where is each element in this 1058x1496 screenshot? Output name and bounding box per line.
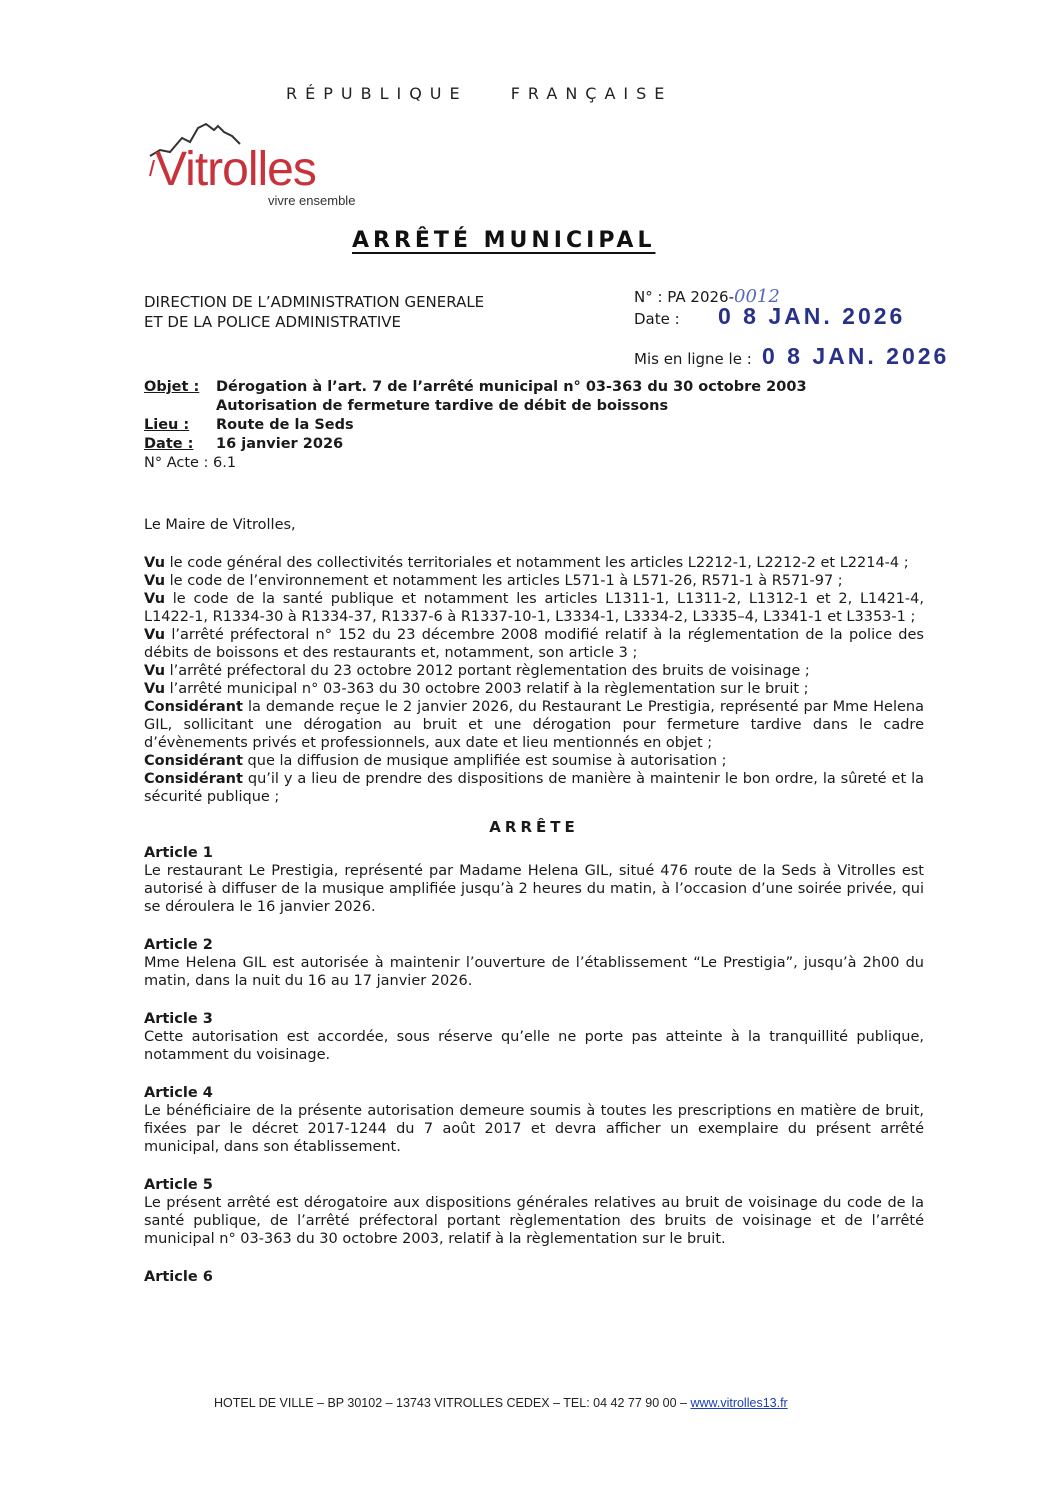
objet-date-label: Date : xyxy=(144,436,194,452)
article-title: Article 4 xyxy=(144,1085,213,1101)
consideration-item: Vu l’arrêté municipal n° 03-363 du 30 octobre 2003 relatif à la règlementation sur le bruit ; xyxy=(144,681,809,697)
republique-francaise-heading: RÉPUBLIQUE FRANÇAISE xyxy=(286,84,673,103)
consideration-item: Considérant la demande reçue le 2 janvier 2026, du Restaurant Le Prestigia, représenté par Mme Helena GIL, sollicitant une dérogation au bruit et une dérogation pour fermeture tardive dans le cadre d’évènements privés et professionnels, aux date et lieu mentionnés en objet ; xyxy=(144,699,924,751)
direction-line-2: ET DE LA POLICE ADMINISTRATIVE xyxy=(144,313,402,331)
article-text: Le présent arrêté est dérogatoire aux dispositions générales relatives au bruit de voisinage du code de la santé publique, de l’arrêté préfectoral portant règlementation des bruits de voisinage et de l’arrêté municipal n° 03-363 du 30 octobre 2003, relatif à la règlementation sur le bruit. xyxy=(144,1195,924,1247)
objet-date-value: 16 janvier 2026 xyxy=(216,436,344,452)
objet-line-2: Autorisation de fermeture tardive de débit de boissons xyxy=(216,398,669,414)
consideration-item: Vu le code de la santé publique et notamment les articles L1311-1, L1311-2, L1312-1 et 2, L1421-4, L1422-1, R1334-30 à R1334-37, R1337-6 à R1337-10-1, L3334-1, L3334-2, L3335–4, L3341-1 et L3353-1 ; xyxy=(144,591,924,625)
document-title: ARRÊTÉ MUNICIPAL xyxy=(352,228,656,253)
direction-line-1: DIRECTION DE L’ADMINISTRATION GENERALE xyxy=(144,293,485,311)
numero-label: N° : PA 2026- xyxy=(634,288,735,306)
decree-body xyxy=(144,516,924,1286)
date-row xyxy=(634,303,949,330)
article-title: Article 5 xyxy=(144,1177,213,1193)
lieu-label: Lieu : xyxy=(144,417,190,433)
acte-number: N° Acte : 6.1 xyxy=(144,455,237,471)
consideration-item: Vu le code de l’environnement et notamment les articles L571-1 à L571-26, R571-1 à R571-97 ; xyxy=(144,573,843,589)
logo-tagline: vivre ensemble xyxy=(268,193,356,208)
article-text: Mme Helena GIL est autorisée à maintenir l’ouverture de l’établissement “Le Prestigia”, jusqu’à 2h00 du matin, dans la nuit du 16 au 17 janvier 2026. xyxy=(144,955,924,989)
article-title: Article 2 xyxy=(144,937,213,953)
maire-salutation: Le Maire de Vitrolles, xyxy=(144,517,296,533)
arrete-heading: ARRÊTE xyxy=(489,818,579,836)
consideration-item: Vu l’arrêté préfectoral du 23 octobre 2012 portant règlementation des bruits de voisinage ; xyxy=(144,663,810,679)
reference-block xyxy=(634,286,949,370)
consideration-item: Vu l’arrêté préfectoral n° 152 du 23 décembre 2008 modifié relatif à la réglementation de la police des débits de boissons et des restaurants et, notamment, son article 3 ; xyxy=(144,627,924,661)
consideration-item: Considérant que la diffusion de musique amplifiée est soumise à autorisation ; xyxy=(144,753,727,769)
article-text: Cette autorisation est accordée, sous réserve qu’elle ne porte pas atteinte à la tranquillité publique, notamment du voisinage. xyxy=(144,1029,924,1063)
article-title: Article 3 xyxy=(144,1011,213,1027)
objet-date-row xyxy=(144,435,944,454)
article-text: Le bénéficiaire de la présente autorisation demeure soumis à toutes les prescriptions en matière de bruit, fixées par le décret 2017-1244 du 7 août 2017 et devra afficher un exemplaire du présent arrêté municipal, dans son établissement. xyxy=(144,1103,924,1155)
en-ligne-row xyxy=(634,343,950,370)
lieu-row xyxy=(144,416,944,435)
objet-label: Objet : xyxy=(144,379,200,395)
consideration-item: Considérant qu’il y a lieu de prendre des dispositions de manière à maintenir le bon ordre, la sûreté et la sécurité publique ; xyxy=(144,771,924,805)
objet-row xyxy=(144,378,944,397)
footer-website-link[interactable]: www.vitrolles13.fr xyxy=(690,1396,788,1410)
objet-line-1: Dérogation à l’art. 7 de l’arrêté municipal n° 03-363 du 30 octobre 2003 xyxy=(216,379,807,395)
date-stamp: 0 8 JAN. 2026 xyxy=(718,303,906,329)
article-text: Le restaurant Le Prestigia, représenté par Madame Helena GIL, situé 476 route de la Seds à Vitrolles est autorisé à diffuser de la musique amplifiée jusqu’à 2 heures du matin, à l’occasion d’une soirée privée, qui se déroulera le 16 janvier 2026. xyxy=(144,863,924,915)
en-ligne-label: Mis en ligne le : xyxy=(634,350,752,368)
logo-wordmark: Vitrolles xyxy=(155,143,316,196)
numero-handwritten: 0012 xyxy=(734,286,780,307)
consideration-item: Vu le code général des collectivités territoriales et notamment les articles L2212-1, L2212-2 et L2214-4 ; xyxy=(144,555,909,571)
footer-address: HOTEL DE VILLE – BP 30102 – 13743 VITROLLES CEDEX – TEL: 04 42 77 90 00 – xyxy=(214,1396,691,1410)
date-label: Date : xyxy=(634,310,680,328)
issuing-direction xyxy=(144,292,584,332)
lieu-value: Route de la Seds xyxy=(216,417,354,433)
article-title: Article 1 xyxy=(144,845,213,861)
page-footer xyxy=(214,1396,788,1410)
objet-block xyxy=(144,378,944,473)
article-title: Article 6 xyxy=(144,1269,213,1285)
en-ligne-stamp: 0 8 JAN. 2026 xyxy=(762,343,950,369)
